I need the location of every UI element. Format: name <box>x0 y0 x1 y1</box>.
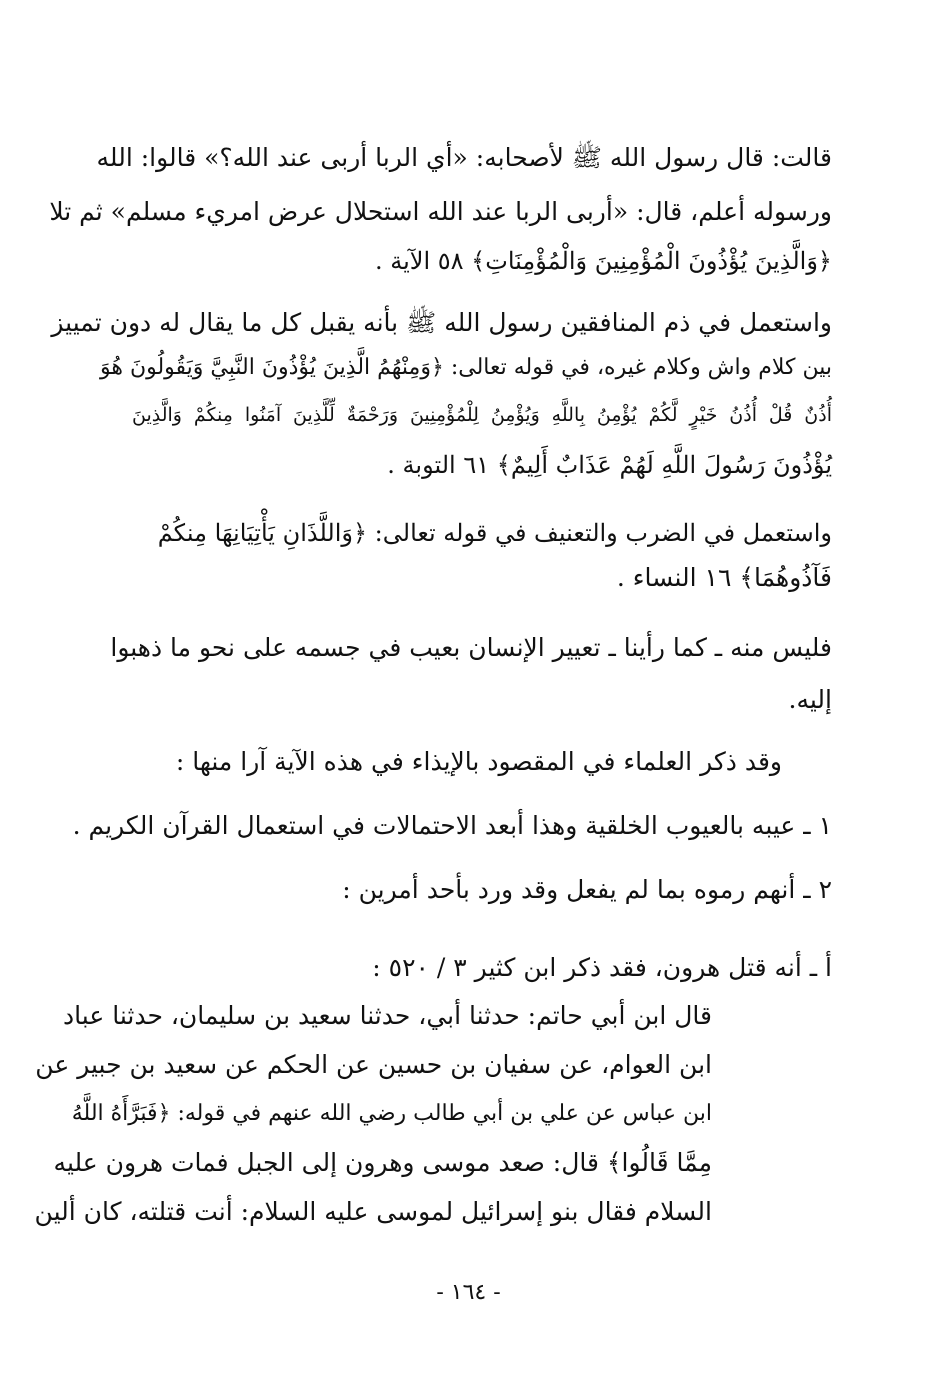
text-line: أُذُنٌ قُلْ أُذُنُ خَيْرٍ لَّكُمْ يُؤْمِنُ بِاللَّهِ وَيُؤْمِنُ لِلْمُؤْمِنِينَ وَرَحْمَةٌ لِّلَّذِينَ آمَنُوا مِنكُمْ وَالَّذِينَ <box>132 404 832 426</box>
quote-line: مِمَّا قَالُوا﴾ قال: صعد موسى وهرون إلى الجبل فمات هرون عليه <box>53 1148 712 1177</box>
list-item: ٢ ـ أنهم رموه بما لم يفعل وقد ورد بأحد أمرين : <box>342 875 832 904</box>
text-line: بين كلام واش وكلام غيره، في قوله تعالى: ﴿وَمِنْهُمُ الَّذِينَ يُؤْذُونَ النَّبِيَّ وَيَقُولُونَ هُوَ <box>100 355 832 380</box>
text-line: يُؤْذُونَ رَسُولَ اللَّهِ لَهُمْ عَذَابٌ أَلِيمٌ﴾ ٦١ التوبة . <box>387 451 832 479</box>
text-line: واستعمل في الضرب والتعنيف في قوله تعالى: ﴿وَاللَّذَانِ يَأْتِيَانِهَا مِنكُمْ <box>157 519 832 547</box>
quote-line: قال ابن أبي حاتم: حدثنا أبي، حدثنا سعيد بن سليمان، حدثنا عباد <box>63 1001 712 1030</box>
page-number: - ١٦٤ - <box>436 1280 501 1305</box>
quote-line: السلام فقال بنو إسرائيل لموسى عليه السلام: أنت قتلته، كان ألين <box>34 1197 712 1226</box>
text-line: وقد ذكر العلماء في المقصود بالإيذاء في هذه الآية آرا منها : <box>175 747 782 776</box>
text-line: قالت: قال رسول الله ﷺ لأصحابه: «أي الربا أربى عند الله؟» قالوا: الله <box>96 143 832 172</box>
text-line: ورسوله أعلم، قال: «أربى الربا عند الله استحلال عرض امريء مسلم» ثم تلا <box>49 197 832 226</box>
text-line: إليه. <box>788 685 832 714</box>
quote-line: ابن العوام، عن سفيان بن حسين عن الحكم عن سعيد بن جبير عن <box>35 1050 712 1079</box>
quote-line: ابن عباس عن علي بن أبي طالب رضي الله عنهم في قوله: ﴿فَبَرَّأَهُ اللَّهُ <box>71 1101 712 1126</box>
text-line: واستعمل في ذم المنافقين رسول الله ﷺ بأنه يقبل كل ما يقال له دون تمييز <box>51 308 832 337</box>
text-line: فَآذُوهُمَا﴾ ١٦ النساء . <box>616 563 832 592</box>
list-item: أ ـ أنه قتل هرون، فقد ذكر ابن كثير ٣ / ٥٢٠ : <box>372 953 832 982</box>
list-item: ١ ـ عيبه بالعيوب الخلقية وهذا أبعد الاحتمالات في استعمال القرآن الكريم . <box>72 811 832 840</box>
text-line: ﴿وَالَّذِينَ يُؤْذُونَ الْمُؤْمِنِينَ وَالْمُؤْمِنَاتِ﴾ ٥٨ الآية . <box>374 247 832 275</box>
text-line: فليس منه ـ كما رأينا ـ تعيير الإنسان بعيب في جسمه على نحو ما ذهبوا <box>110 633 832 662</box>
